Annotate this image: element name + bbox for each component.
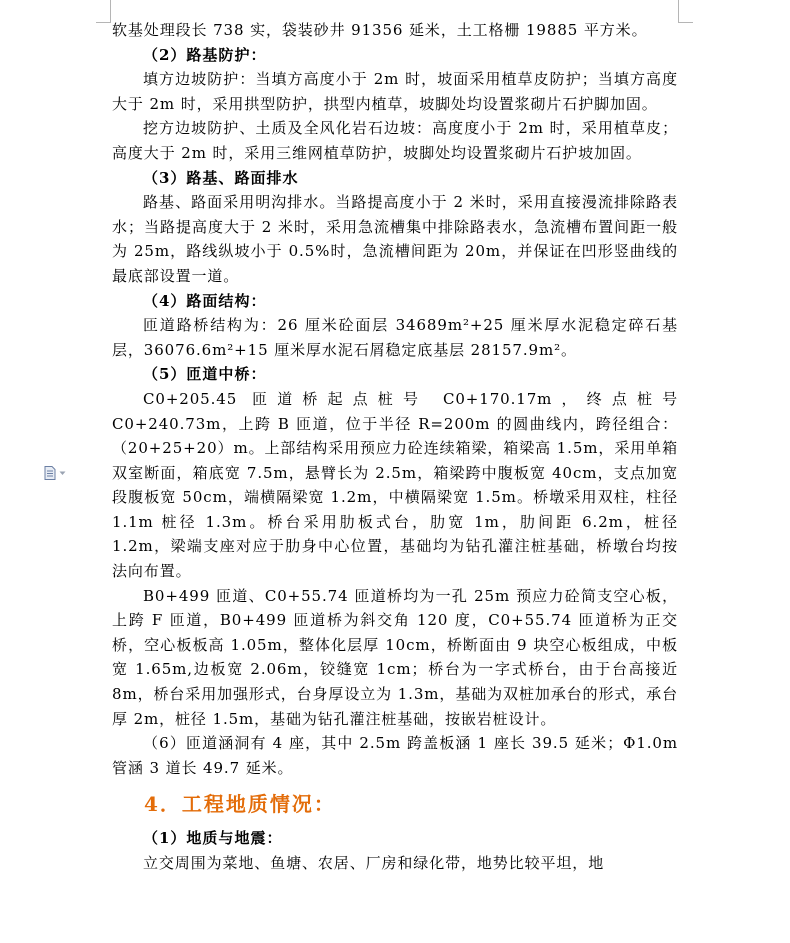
paragraph-options-icon — [44, 466, 56, 480]
subheading: （1）地质与地震： — [143, 829, 283, 848]
body-paragraph: 立交周围为菜地、鱼塘、农居、厂房和绿化带，地势比较平坦，地 — [143, 854, 605, 872]
body-paragraph: B0+499 匝道、C0+55.74 匝道桥均为一孔 25m 预应力砼简支空心板，上跨 F 匝道，B0+499 匝道桥为斜交角 120 度，C0+55.74 匝道桥为正交桥，空心板板高 1.05m，整体化层厚 10cm，桥断面由 9 块空心板组成，中板宽 1.65m,边板宽 2.06m，铰缝宽 1cm；桥台为一字式桥台，由于台高接近 8m，桥台采用加强形式，台身厚设立为 1.3m，基础为双桩加承台的形式，承台厚 2m，桩径 1.5m，基础为钻孔灌注桩基础，按嵌岩桩设计。 — [112, 586, 678, 728]
body-paragraph: （6）匝道涵洞有 4 座，其中 2.5m 跨盖板涵 1 座长 39.5 延米；Φ1.0m 管涵 3 道长 49.7 延米。 — [112, 734, 678, 777]
body-paragraph: 匝道路桥结构为：26 厘米砼面层 34689m²+25 厘米厚水泥稳定碎石基层，36076.6m²+15 厘米厚水泥石屑稳定底基层 28157.9m²。 — [112, 316, 678, 359]
subheading: （2）路基防护： — [143, 45, 267, 64]
body-paragraph: 挖方边坡防护、土质及全风化岩石边坡：高度度小于 2m 时，采用植草皮；高度大于 2m 时，采用三维网植草防护，坡脚处均设置浆砌片石护坡加固。 — [112, 119, 678, 162]
page-corner-mark-right — [678, 0, 693, 23]
page-corner-mark-left — [96, 0, 111, 23]
body-paragraph: C0+205.45 匝道桥起点桩号 C0+170.17m，终点桩号 C0+240.73m，上跨 B 匝道，位于半径 R=200m 的圆曲线内，跨径组合：（20+25+20）m。上部结构采用预应力砼连续箱梁，箱梁高 1.5m，采用单箱双室断面，箱底宽 7.5m，悬臂长为 2.5m，箱梁跨中腹板宽 40cm，支点加宽段腹板宽 50cm，端横隔梁宽 1.2m，中横隔梁宽 1.5m。桥墩采用双柱，柱径 1.1m 桩径 1.3m。桥台采用肋板式台，肋宽 1m，肋间距 6.2m，桩径 1.2m，梁端支座对应于肋身中心位置，基础均为钻孔灌注桩基础，桥墩台均按法向布置。 — [112, 389, 678, 581]
body-paragraph: 软基处理段长 738 实，袋装砂井 91356 延米，土工格栅 19885 平方米。 — [112, 21, 648, 39]
paragraph-options-button[interactable] — [44, 466, 74, 480]
document-page — [112, 18, 678, 876]
body-paragraph: 填方边坡防护：当填方高度小于 2m 时，坡面采用植草皮防护；当填方高度大于 2m 时，采用拱型防护，拱型内植草，坡脚处均设置浆砌片石护脚加固。 — [112, 70, 678, 113]
section-title: 4．工程地质情况： — [144, 792, 336, 817]
body-paragraph: 路基、路面采用明沟排水。当路提高度小于 2 米时，采用直接漫流排除路表水；当路提高度大于 2 米时，采用急流槽集中排除路表水，急流槽布置间距一般为 25m，路线纵坡小于 0.5%时，急流槽间距为 20m，并保证在凹形竖曲线的最底部设置一道。 — [112, 193, 678, 285]
chevron-down-icon — [59, 471, 66, 476]
subheading: （4）路面结构： — [143, 291, 267, 310]
subheading: （3）路基、路面排水 — [143, 168, 299, 187]
subheading: （5）匝道中桥： — [143, 365, 267, 384]
